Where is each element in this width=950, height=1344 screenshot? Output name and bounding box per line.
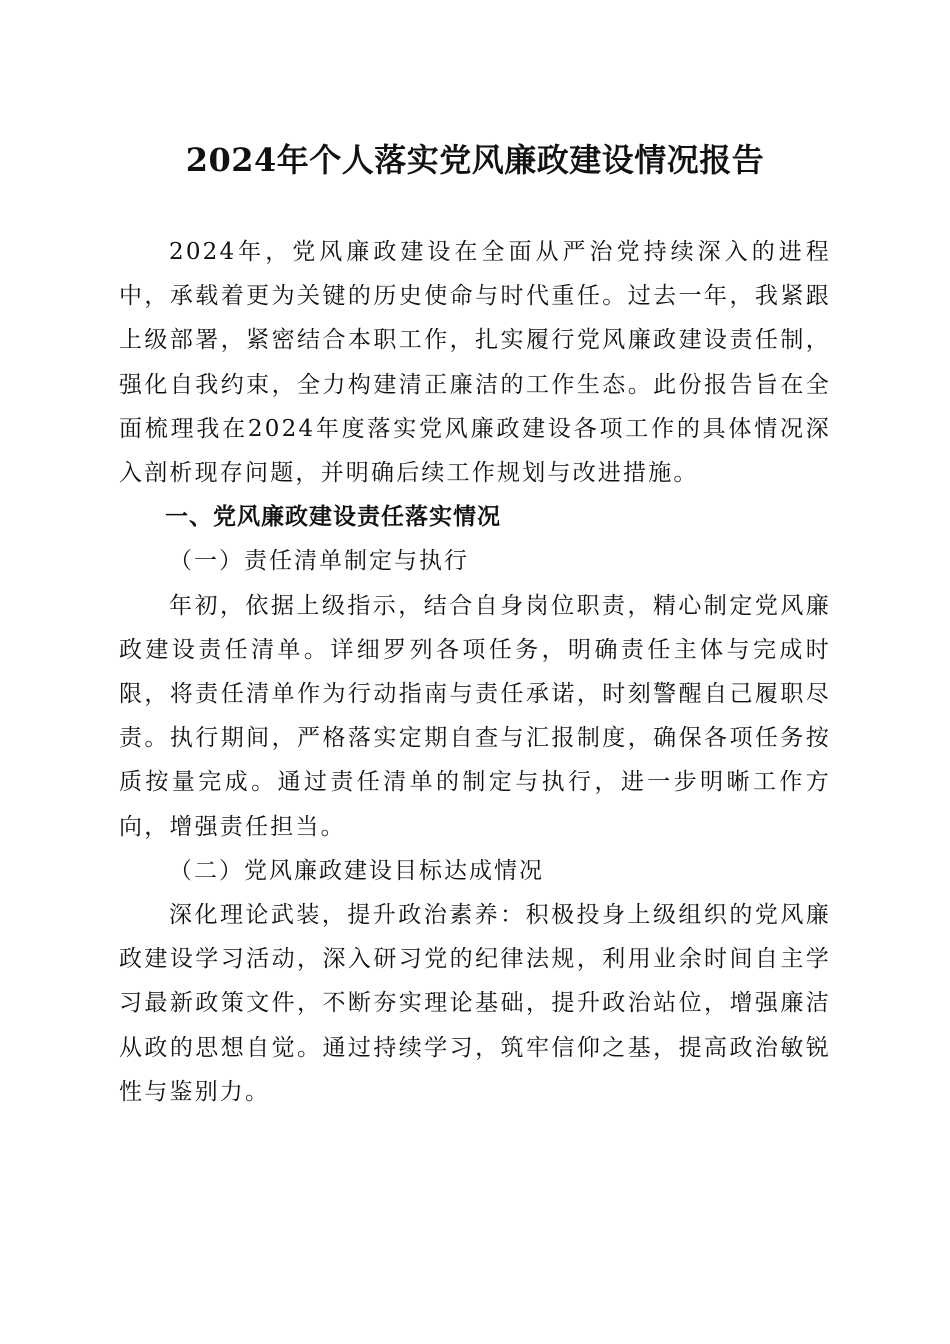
intro-paragraph: 2024年，党风廉政建设在全面从严治党持续深入的进程中，承载着更为关键的历史使命与时代重任。过去一年，我紧跟上级部署，紧密结合本职工作，扎实履行党风廉政建设责任制，强化自我约束，全力构建清正廉洁的工作生态。此份报告旨在全面梳理我在2024年度落实党风廉政建设各项工作的具体情况深入剖析现存问题，并明确后续工作规划与改进措施。 xyxy=(119,239,831,487)
document-body xyxy=(119,230,831,1114)
subsection-heading: （一）责任清单制定与执行 xyxy=(169,548,469,575)
section-heading: 一、党风廉政建设责任落实情况 xyxy=(165,504,501,531)
subsection-heading: （二）党风廉政建设目标达成情况 xyxy=(169,857,544,884)
document-title: 2024年个人落实党风廉政建设情况报告 xyxy=(185,141,765,179)
body-paragraph: 深化理论武装，提升政治素养：积极投身上级组织的党风廉政建设学习活动，深入研习党的纪律法规，利用业余时间自主学习最新政策文件，不断夯实理论基础，提升政治站位，增强廉洁从政的思想自觉。通过持续学习，筑牢信仰之基，提高政治敏锐性与鉴别力。 xyxy=(119,902,831,1105)
body-paragraph: 年初，依据上级指示，结合自身岗位职责，精心制定党风廉政建设责任清单。详细罗列各项任务，明确责任主体与完成时限，将责任清单作为行动指南与责任承诺，时刻警醒自己履职尽责。执行期间，严格落实定期自查与汇报制度，确保各项任务按质按量完成。通过责任清单的制定与执行，进一步明晰工作方向，增强责任担当。 xyxy=(119,592,831,840)
